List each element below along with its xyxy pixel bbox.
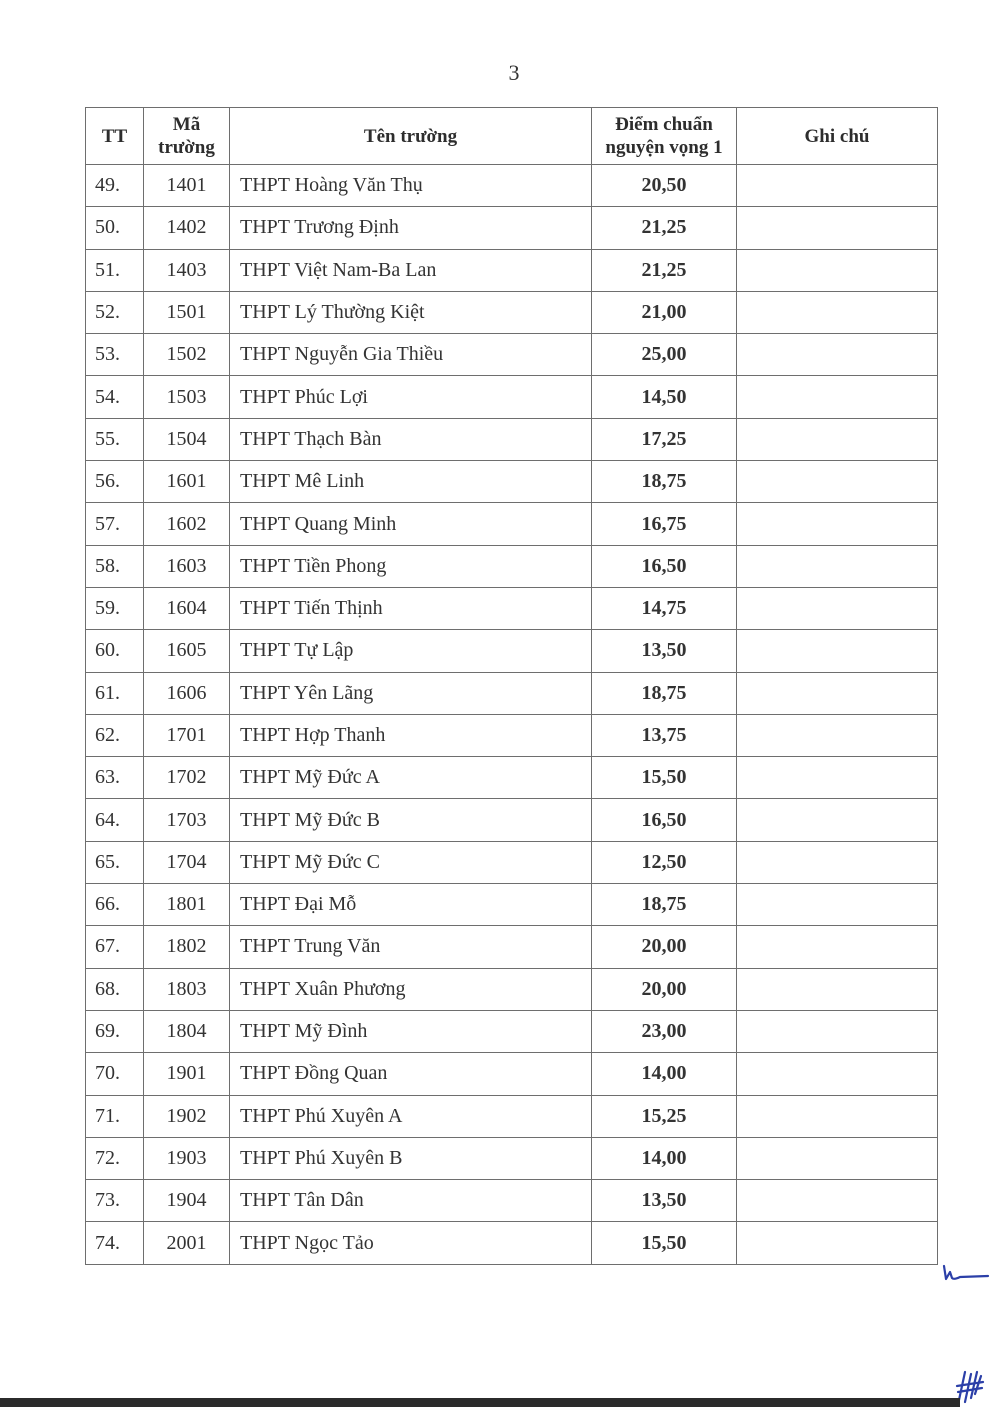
cutoff-score-cell: 16,50 (592, 799, 737, 841)
table-row (86, 418, 938, 460)
school-code-cell: 1704 (144, 841, 230, 883)
cutoff-score-cell: 14,00 (592, 1053, 737, 1095)
table-row (86, 672, 938, 714)
table-row (86, 757, 938, 799)
cutoff-score-cell: 13,75 (592, 714, 737, 756)
school-name-cell: THPT Trung Văn (230, 926, 592, 968)
school-code-cell: 1601 (144, 461, 230, 503)
note-cell (737, 841, 938, 883)
school-name-cell: THPT Hợp Thanh (230, 714, 592, 756)
table-body (86, 165, 938, 1265)
school-code-cell: 1503 (144, 376, 230, 418)
row-number-cell: 70. (86, 1053, 144, 1095)
school-code-cell: 1401 (144, 165, 230, 207)
cutoff-score-cell: 14,75 (592, 587, 737, 629)
school-code-cell: 1604 (144, 587, 230, 629)
school-name-cell: THPT Yên Lãng (230, 672, 592, 714)
table-row (86, 1180, 938, 1222)
school-code-cell: 1904 (144, 1180, 230, 1222)
school-code-cell: 1402 (144, 207, 230, 249)
header-cutoff-score-line2: nguyện vọng 1 (605, 137, 723, 158)
cutoff-score-cell: 21,00 (592, 291, 737, 333)
row-number-cell: 64. (86, 799, 144, 841)
cutoff-score-cell: 18,75 (592, 461, 737, 503)
header-cutoff-score-line1: Điểm chuẩn (615, 114, 713, 135)
note-cell (737, 1053, 938, 1095)
school-name-cell: THPT Mỹ Đình (230, 1010, 592, 1052)
school-code-cell: 1802 (144, 926, 230, 968)
school-code-cell: 1703 (144, 799, 230, 841)
note-cell (737, 291, 938, 333)
table-row (86, 1010, 938, 1052)
school-name-cell: THPT Trương Định (230, 207, 592, 249)
school-name-cell: THPT Tự Lập (230, 630, 592, 672)
table-row (86, 1222, 938, 1264)
school-name-cell: THPT Phúc Lợi (230, 376, 592, 418)
note-cell (737, 1137, 938, 1179)
table-row (86, 1095, 938, 1137)
school-name-cell: THPT Đại Mỗ (230, 884, 592, 926)
note-cell (737, 207, 938, 249)
note-cell (737, 1222, 938, 1264)
cutoff-score-cell: 21,25 (592, 249, 737, 291)
table-row (86, 249, 938, 291)
note-cell (737, 1095, 938, 1137)
school-name-cell: THPT Tiền Phong (230, 545, 592, 587)
school-name-cell: THPT Nguyễn Gia Thiều (230, 334, 592, 376)
school-name-cell: THPT Ngọc Tảo (230, 1222, 592, 1264)
header-school-code (144, 108, 230, 165)
row-number-cell: 74. (86, 1222, 144, 1264)
note-cell (737, 503, 938, 545)
cutoff-score-cell: 16,50 (592, 545, 737, 587)
note-cell (737, 418, 938, 460)
header-notes: Ghi chú (737, 108, 938, 165)
header-row (86, 108, 938, 165)
cutoff-score-cell: 18,75 (592, 672, 737, 714)
row-number-cell: 71. (86, 1095, 144, 1137)
school-code-cell: 1403 (144, 249, 230, 291)
table-row (86, 291, 938, 333)
note-cell (737, 926, 938, 968)
scan-bottom-edge (0, 1398, 960, 1407)
row-number-cell: 59. (86, 587, 144, 629)
table-row (86, 503, 938, 545)
school-name-cell: THPT Mê Linh (230, 461, 592, 503)
table-row (86, 376, 938, 418)
note-cell (737, 587, 938, 629)
cutoff-score-cell: 13,50 (592, 1180, 737, 1222)
school-name-cell: THPT Quang Minh (230, 503, 592, 545)
cutoff-score-cell: 20,00 (592, 926, 737, 968)
cutoff-score-cell: 20,50 (592, 165, 737, 207)
school-name-cell: THPT Hoàng Văn Thụ (230, 165, 592, 207)
note-cell (737, 334, 938, 376)
row-number-cell: 67. (86, 926, 144, 968)
cutoff-score-cell: 16,75 (592, 503, 737, 545)
row-number-cell: 57. (86, 503, 144, 545)
school-code-cell: 1602 (144, 503, 230, 545)
table-row (86, 630, 938, 672)
school-name-cell: THPT Thạch Bàn (230, 418, 592, 460)
school-code-cell: 1501 (144, 291, 230, 333)
table-row (86, 1137, 938, 1179)
table-row (86, 968, 938, 1010)
school-name-cell: THPT Việt Nam-Ba Lan (230, 249, 592, 291)
table-row (86, 207, 938, 249)
margin-initial-mark (940, 1262, 990, 1284)
school-code-cell: 1502 (144, 334, 230, 376)
table-row (86, 461, 938, 503)
school-name-cell: THPT Tân Dân (230, 1180, 592, 1222)
note-cell (737, 461, 938, 503)
cutoff-score-cell: 15,50 (592, 1222, 737, 1264)
cutoff-score-cell: 20,00 (592, 968, 737, 1010)
table-row (86, 334, 938, 376)
school-name-cell: THPT Phú Xuyên A (230, 1095, 592, 1137)
school-code-cell: 1701 (144, 714, 230, 756)
row-number-cell: 69. (86, 1010, 144, 1052)
row-number-cell: 53. (86, 334, 144, 376)
table-row (86, 714, 938, 756)
cutoff-score-cell: 14,50 (592, 376, 737, 418)
row-number-cell: 58. (86, 545, 144, 587)
row-number-cell: 63. (86, 757, 144, 799)
table-header (86, 108, 938, 165)
cutoff-score-cell: 15,50 (592, 757, 737, 799)
table-row (86, 545, 938, 587)
cutoff-score-cell: 14,00 (592, 1137, 737, 1179)
note-cell (737, 165, 938, 207)
row-number-cell: 72. (86, 1137, 144, 1179)
note-cell (737, 545, 938, 587)
row-number-cell: 61. (86, 672, 144, 714)
school-code-cell: 1804 (144, 1010, 230, 1052)
table-row (86, 587, 938, 629)
school-name-cell: THPT Đồng Quan (230, 1053, 592, 1095)
header-school-code-line2: trường (158, 137, 215, 158)
school-name-cell: THPT Xuân Phương (230, 968, 592, 1010)
header-school-name: Tên trường (230, 108, 592, 165)
cutoff-score-cell: 23,00 (592, 1010, 737, 1052)
row-number-cell: 65. (86, 841, 144, 883)
note-cell (737, 884, 938, 926)
school-code-cell: 1605 (144, 630, 230, 672)
page-number: 3 (508, 60, 520, 85)
row-number-cell: 51. (86, 249, 144, 291)
row-number-cell: 73. (86, 1180, 144, 1222)
row-number-cell: 49. (86, 165, 144, 207)
row-number-cell: 60. (86, 630, 144, 672)
school-name-cell: THPT Phú Xuyên B (230, 1137, 592, 1179)
school-code-cell: 1902 (144, 1095, 230, 1137)
row-number-cell: 50. (86, 207, 144, 249)
cutoff-score-cell: 25,00 (592, 334, 737, 376)
note-cell (737, 1180, 938, 1222)
school-name-cell: THPT Mỹ Đức A (230, 757, 592, 799)
note-cell (737, 799, 938, 841)
table-row (86, 926, 938, 968)
table-row (86, 165, 938, 207)
school-name-cell: THPT Tiến Thịnh (230, 587, 592, 629)
cutoff-score-cell: 15,25 (592, 1095, 737, 1137)
note-cell (737, 757, 938, 799)
table-row (86, 841, 938, 883)
cutoff-score-cell: 18,75 (592, 884, 737, 926)
row-number-cell: 52. (86, 291, 144, 333)
cutoff-score-cell: 21,25 (592, 207, 737, 249)
cutoff-score-cell: 12,50 (592, 841, 737, 883)
table-row (86, 1053, 938, 1095)
row-number-cell: 68. (86, 968, 144, 1010)
school-code-cell: 1901 (144, 1053, 230, 1095)
school-code-cell: 1903 (144, 1137, 230, 1179)
admission-scores-table (85, 107, 938, 1265)
school-name-cell: THPT Lý Thường Kiệt (230, 291, 592, 333)
school-name-cell: THPT Mỹ Đức B (230, 799, 592, 841)
cutoff-score-cell: 13,50 (592, 630, 737, 672)
table-row (86, 799, 938, 841)
note-cell (737, 672, 938, 714)
school-code-cell: 2001 (144, 1222, 230, 1264)
school-name-cell: THPT Mỹ Đức C (230, 841, 592, 883)
school-code-cell: 1606 (144, 672, 230, 714)
note-cell (737, 968, 938, 1010)
row-number-cell: 54. (86, 376, 144, 418)
school-code-cell: 1603 (144, 545, 230, 587)
row-number-cell: 55. (86, 418, 144, 460)
note-cell (737, 376, 938, 418)
row-number-cell: 56. (86, 461, 144, 503)
school-code-cell: 1504 (144, 418, 230, 460)
cutoff-score-cell: 17,25 (592, 418, 737, 460)
school-code-cell: 1702 (144, 757, 230, 799)
note-cell (737, 1010, 938, 1052)
row-number-cell: 66. (86, 884, 144, 926)
header-cutoff-score (592, 108, 737, 165)
note-cell (737, 249, 938, 291)
note-cell (737, 714, 938, 756)
school-code-cell: 1803 (144, 968, 230, 1010)
row-number-cell: 62. (86, 714, 144, 756)
table-row (86, 884, 938, 926)
school-code-cell: 1801 (144, 884, 230, 926)
header-school-code-line1: Mã (172, 114, 201, 135)
header-tt: TT (86, 108, 144, 165)
note-cell (737, 630, 938, 672)
